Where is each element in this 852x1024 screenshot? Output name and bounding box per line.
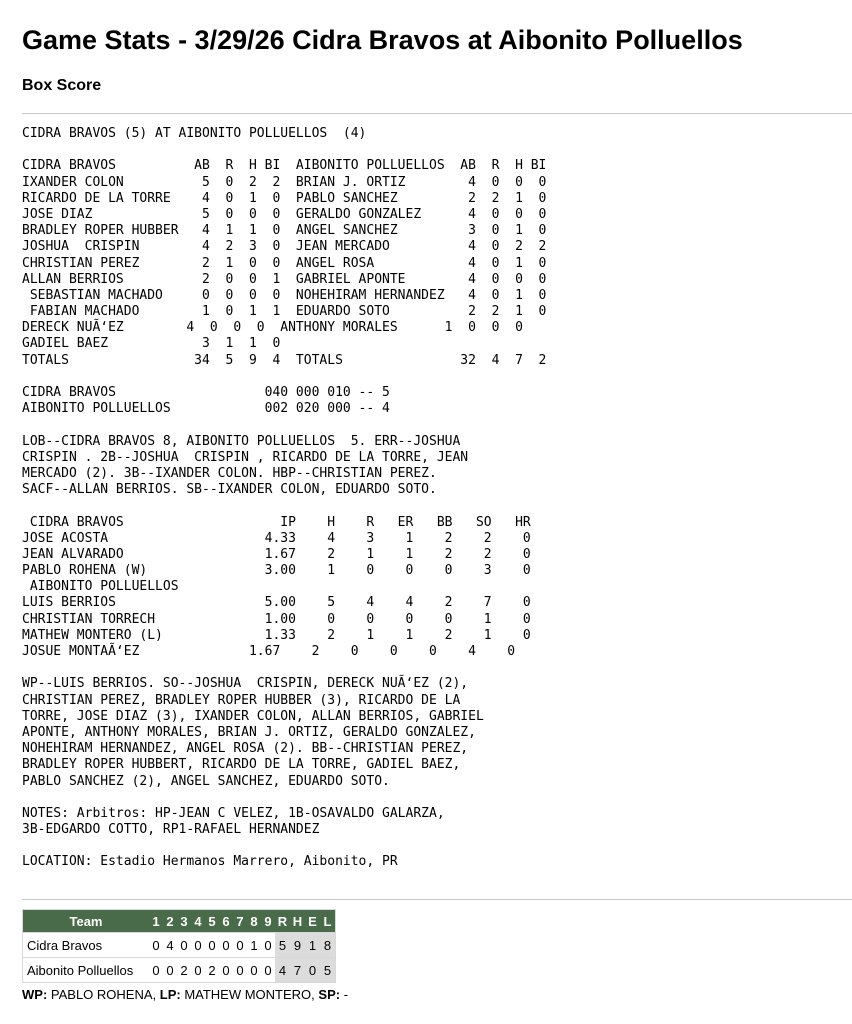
box-score-line: LOCATION: Estadio Hermanos Marrero, Aibonito, PR	[22, 854, 398, 870]
inning-score: 0	[191, 933, 205, 958]
box-score-line: APONTE, ANTHONY MORALES, BRIAN J. ORTIZ, GERALDO GONZALEZ,	[22, 724, 476, 740]
inning-header: 7	[233, 910, 247, 933]
line-score-table	[22, 909, 336, 983]
box-score-line	[22, 142, 546, 158]
inning-score: 0	[205, 933, 219, 958]
inning-header: 1	[149, 910, 163, 933]
box-score-line: IXANDER COLON 5 0 2 2 BRIAN J. ORTIZ 4 0 0 0	[22, 174, 547, 190]
box-score-line	[22, 838, 546, 854]
inning-header: 3	[177, 910, 191, 933]
box-score-line: NOHEHIRAM HERNANDEZ, ANGEL ROSA (2). BB--CHRISTIAN PEREZ,	[22, 741, 469, 757]
sp-label: SP:	[318, 987, 341, 1002]
box-score-line: CIDRA BRAVOS (5) AT AIBONITO POLLUELLOS (4)	[22, 126, 367, 141]
inning-score: 0	[149, 933, 163, 958]
sp-value: -	[340, 987, 349, 1002]
box-score-line: FABIAN MACHADO 1 0 1 1 EDUARDO SOTO 2 2 1 0	[22, 304, 547, 320]
inning-score: 0	[149, 958, 163, 983]
line-score-team-name: Cidra Bravos	[23, 933, 150, 958]
lob-total: 8	[320, 933, 336, 958]
inning-score: 0	[191, 958, 205, 983]
inning-score: 2	[177, 958, 191, 983]
hits-total: 7	[290, 958, 305, 983]
box-score-line: CIDRA BRAVOS 040 000 010 -- 5	[22, 385, 390, 400]
wp-label: WP:	[22, 987, 48, 1002]
lp-label: LP:	[159, 987, 181, 1002]
inning-score: 0	[219, 958, 233, 983]
box-score-line: 3B-EDGARDO COTTO, RP1-RAFAEL HERNANDEZ	[22, 822, 320, 838]
box-score-line: ALLAN BERRIOS 2 0 0 1 GABRIEL APONTE 4 0 0 0	[22, 271, 547, 287]
box-score-line: CIDRA BRAVOS AB R H BI AIBONITO POLLUELLOS AB R H BI	[22, 158, 547, 174]
box-score-line: MERCADO (2). 3B--IXANDER COLON. HBP--CHRISTIAN PEREZ.	[22, 465, 437, 481]
lp-value: MATHEW MONTERO,	[180, 987, 319, 1002]
box-score-line	[22, 660, 546, 676]
box-score-line: SEBASTIAN MACHADO 0 0 0 0 NOHEHIRAM HERNANDEZ 4 0 1 0	[22, 287, 547, 303]
box-score-line: LUIS BERRIOS 5.00 5 4 4 2 7 0	[22, 595, 531, 611]
line-score-team-name: Aibonito Polluellos	[23, 958, 150, 983]
inning-header: 5	[205, 910, 219, 933]
box-score-line: JOSE ACOSTA 4.33 4 3 1 2 2 0	[22, 530, 531, 546]
box-score-line: JOSHUA CRISPIN 4 2 3 0 JEAN MERCADO 4 0 2 2	[22, 239, 547, 255]
inning-score: 0	[163, 958, 177, 983]
box-score-line	[22, 498, 546, 514]
hits-total: 9	[290, 933, 305, 958]
box-score-line: PABLO ROHENA (W) 3.00 1 0 0 0 3 0	[22, 563, 531, 579]
inning-score: 0	[177, 933, 191, 958]
box-score-line: JOSE DIAZ 5 0 0 0 GERALDO GONZALEZ 4 0 0 0	[22, 206, 547, 222]
box-score-line: TORRE, JOSE DIAZ (3), IXANDER COLON, ALLAN BERRIOS, GABRIEL	[22, 708, 484, 724]
box-score-line: NOTES: Arbitros: HP-JEAN C VELEZ, 1B-OSAVALDO GALARZA,	[22, 805, 445, 821]
hits-header: H	[290, 910, 305, 933]
box-score-line: BRADLEY ROPER HUBBERT, RICARDO DE LA TORRE, GADIEL BAEZ,	[22, 757, 461, 773]
inning-header: 8	[247, 910, 261, 933]
box-score-line: RICARDO DE LA TORRE 4 0 1 0 PABLO SANCHEZ 2 2 1 0	[22, 190, 547, 206]
lob-total: 5	[320, 958, 336, 983]
box-score-line: CRISPIN . 2B--JOSHUA CRISPIN , RICARDO DE LA TORRE, JEAN	[22, 449, 469, 465]
inning-score: 0	[233, 958, 247, 983]
inning-score: 0	[219, 933, 233, 958]
box-score-line	[22, 369, 546, 385]
box-score-line: MATHEW MONTERO (L) 1.33 2 1 1 2 1 0	[22, 627, 531, 643]
page-title: Game Stats - 3/29/26 Cidra Bravos at Aibonito Polluellos	[22, 25, 743, 55]
inning-score: 0	[261, 958, 275, 983]
inning-score: 4	[163, 933, 177, 958]
wp-value: PABLO ROHENA,	[47, 987, 160, 1002]
errors-total: 1	[305, 933, 320, 958]
line-score-row-away	[23, 933, 336, 958]
box-score-line: CIDRA BRAVOS IP H R ER BB SO HR	[22, 514, 531, 530]
box-score-line: LOB--CIDRA BRAVOS 8, AIBONITO POLLUELLOS 5. ERR--JOSHUA	[22, 433, 461, 449]
inning-score: 0	[233, 933, 247, 958]
box-score-line: AIBONITO POLLUELLOS 002 020 000 -- 4	[22, 401, 390, 417]
line-score-header-row	[23, 910, 336, 933]
inning-header: 6	[219, 910, 233, 933]
inning-score: 0	[247, 958, 261, 983]
runs-header: R	[275, 910, 290, 933]
box-score-line: CHRISTIAN PEREZ 2 1 0 0 ANGEL ROSA 4 0 1 0	[22, 255, 547, 271]
inning-header: 4	[191, 910, 205, 933]
box-score-line: GADIEL BAEZ 3 1 1 0	[22, 336, 281, 352]
runs-total: 4	[275, 958, 290, 983]
box-score-line: JEAN ALVARADO 1.67 2 1 1 2 2 0	[22, 546, 531, 562]
box-score-line: PABLO SANCHEZ (2), ANGEL SANCHEZ, EDUARDO SOTO.	[22, 773, 390, 789]
inning-header: 9	[261, 910, 275, 933]
divider-top	[22, 113, 852, 114]
errors-total: 0	[305, 958, 320, 983]
box-score-line	[22, 417, 546, 433]
box-score-line: JOSUE MONTAÃ‘EZ 1.67 2 0 0 0 4 0	[22, 644, 516, 659]
pitchers-of-record	[22, 987, 348, 1003]
box-score-line: DERECK NUÃ‘EZ 4 0 0 0 ANTHONY MORALES 1 0 0 0	[22, 320, 523, 336]
box-score-text	[22, 126, 546, 871]
line-score-team-header: Team	[23, 910, 150, 933]
inning-score: 1	[247, 933, 261, 958]
lob-header: L	[320, 910, 336, 933]
inning-score: 2	[205, 958, 219, 983]
box-score-line: SACF--ALLAN BERRIOS. SB--IXANDER COLON, EDUARDO SOTO.	[22, 482, 437, 498]
section-subtitle: Box Score	[22, 77, 102, 94]
inning-header: 2	[163, 910, 177, 933]
box-score-line: CHRISTIAN TORRECH 1.00 0 0 0 0 1 0	[22, 611, 531, 627]
box-score-line: CHRISTIAN PEREZ, BRADLEY ROPER HUBBER (3), RICARDO DE LA	[22, 692, 461, 708]
box-score-line: WP--LUIS BERRIOS. SO--JOSHUA CRISPIN, DERECK NUÃ‘EZ (2),	[22, 676, 469, 692]
runs-total: 5	[275, 933, 290, 958]
divider-bottom	[22, 899, 852, 900]
box-score-line: TOTALS 34 5 9 4 TOTALS 32 4 7 2	[22, 352, 547, 368]
box-score-line: BRADLEY ROPER HUBBER 4 1 1 0 ANGEL SANCHEZ 3 0 1 0	[22, 223, 547, 239]
line-score-row-home	[23, 958, 336, 983]
errors-header: E	[305, 910, 320, 933]
box-score-line: AIBONITO POLLUELLOS	[22, 579, 179, 595]
inning-score: 0	[261, 933, 275, 958]
box-score-line	[22, 790, 546, 806]
